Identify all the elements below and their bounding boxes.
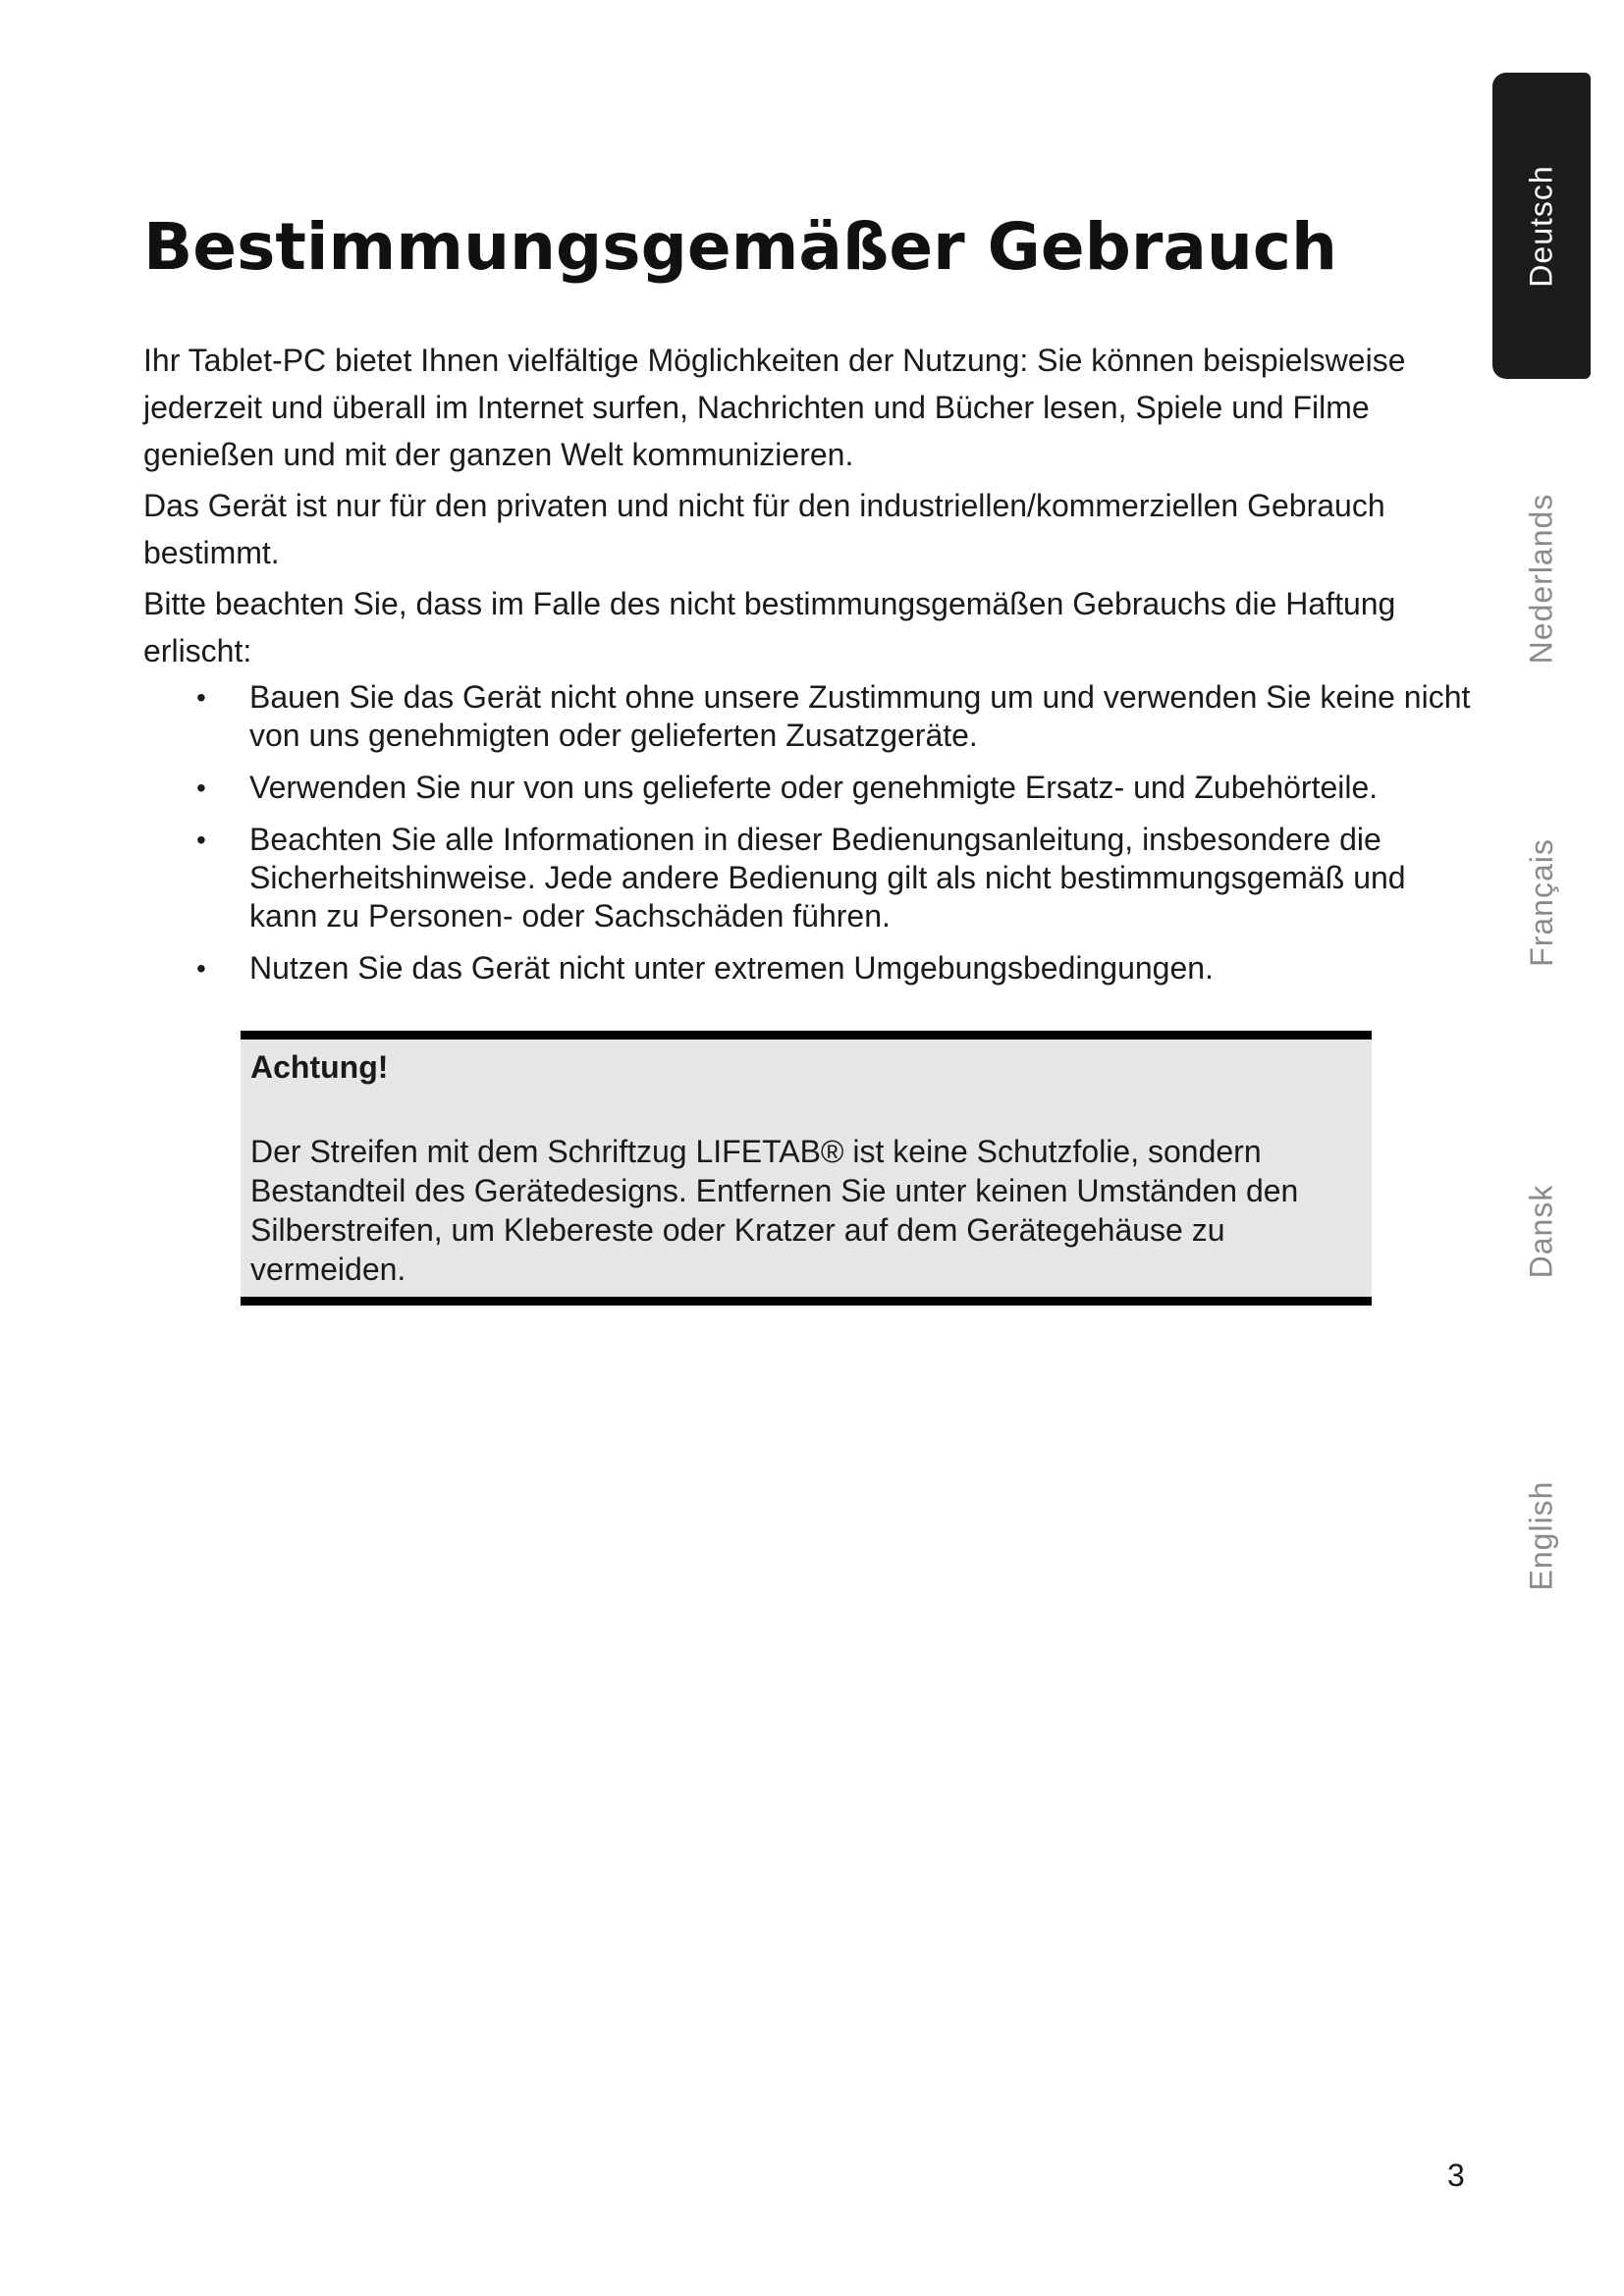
tab-deutsch[interactable]	[1492, 73, 1591, 379]
tab-label: Français	[1523, 837, 1559, 967]
list-item	[143, 949, 1479, 988]
bullet-list	[143, 678, 1479, 988]
list-item-text: Bauen Sie das Gerät nicht ohne unsere Zustimmung um und verwenden Sie keine nicht von uns genehmigten oder gelieferten Zusatzgeräte.	[249, 679, 1471, 753]
tab-label: English	[1523, 1480, 1559, 1590]
warning-title: Achtung!	[250, 1049, 389, 1085]
list-item	[143, 769, 1479, 807]
bullet-icon: •	[196, 953, 206, 984]
list-item	[143, 821, 1479, 935]
list-item	[143, 678, 1479, 755]
paragraph-private-use: Das Gerät ist nur für den privaten und nicht für den industriellen/kommerziellen Gebrauch bestimmt.	[143, 488, 1385, 570]
tab-dansk[interactable]	[1492, 1133, 1591, 1329]
tab-nederlands[interactable]	[1492, 455, 1591, 701]
list-item-text: Verwenden Sie nur von uns gelieferte oder genehmigte Ersatz- und Zubehörteile.	[249, 770, 1379, 805]
tab-english[interactable]	[1492, 1427, 1591, 1643]
page-number: 3	[1447, 2158, 1465, 2193]
tab-francais[interactable]	[1492, 784, 1591, 1020]
tab-label: Deutsch	[1523, 164, 1559, 288]
page-title: Bestimmungsgemäßer Gebrauch	[143, 209, 1338, 285]
warning-box	[241, 1031, 1372, 1306]
list-item-text: Nutzen Sie das Gerät nicht unter extremen Umgebungsbedingungen.	[249, 950, 1214, 986]
paragraph-liability: Bitte beachten Sie, dass im Falle des nicht bestimmungsgemäßen Gebrauchs die Haftung erlischt:	[143, 586, 1396, 668]
warning-body: Der Streifen mit dem Schriftzug LIFETAB® ist keine Schutzfolie, sondern Bestandteil des Gerätedesigns. Entfernen Sie unter keinen Umständen den Silberstreifen, um Klebereste oder Kratzer auf dem Gerätegehäuse zu vermeiden.	[250, 1134, 1299, 1287]
list-item-text: Beachten Sie alle Informationen in dieser Bedienungsanleitung, insbesondere die Sicherheitshinweise. Jede andere Bedienung gilt als nicht bestimmungsgemäß und kann zu Personen- oder Sachschäden führen.	[249, 822, 1406, 934]
bullet-icon: •	[196, 773, 206, 803]
paragraph-intro: Ihr Tablet-PC bietet Ihnen vielfältige Möglichkeiten der Nutzung: Sie können beispielsweise jederzeit und überall im Internet surfen, Nachrichten und Bücher lesen, Spiele und Filme genießen und mit der ganzen Welt kommunizieren.	[143, 343, 1406, 472]
tab-label: Dansk	[1523, 1184, 1559, 1278]
bullet-icon: •	[196, 682, 206, 713]
body-text	[143, 337, 1479, 1001]
language-tabs	[1492, 73, 1591, 1643]
tab-label: Nederlands	[1523, 493, 1559, 664]
bullet-icon: •	[196, 825, 206, 855]
